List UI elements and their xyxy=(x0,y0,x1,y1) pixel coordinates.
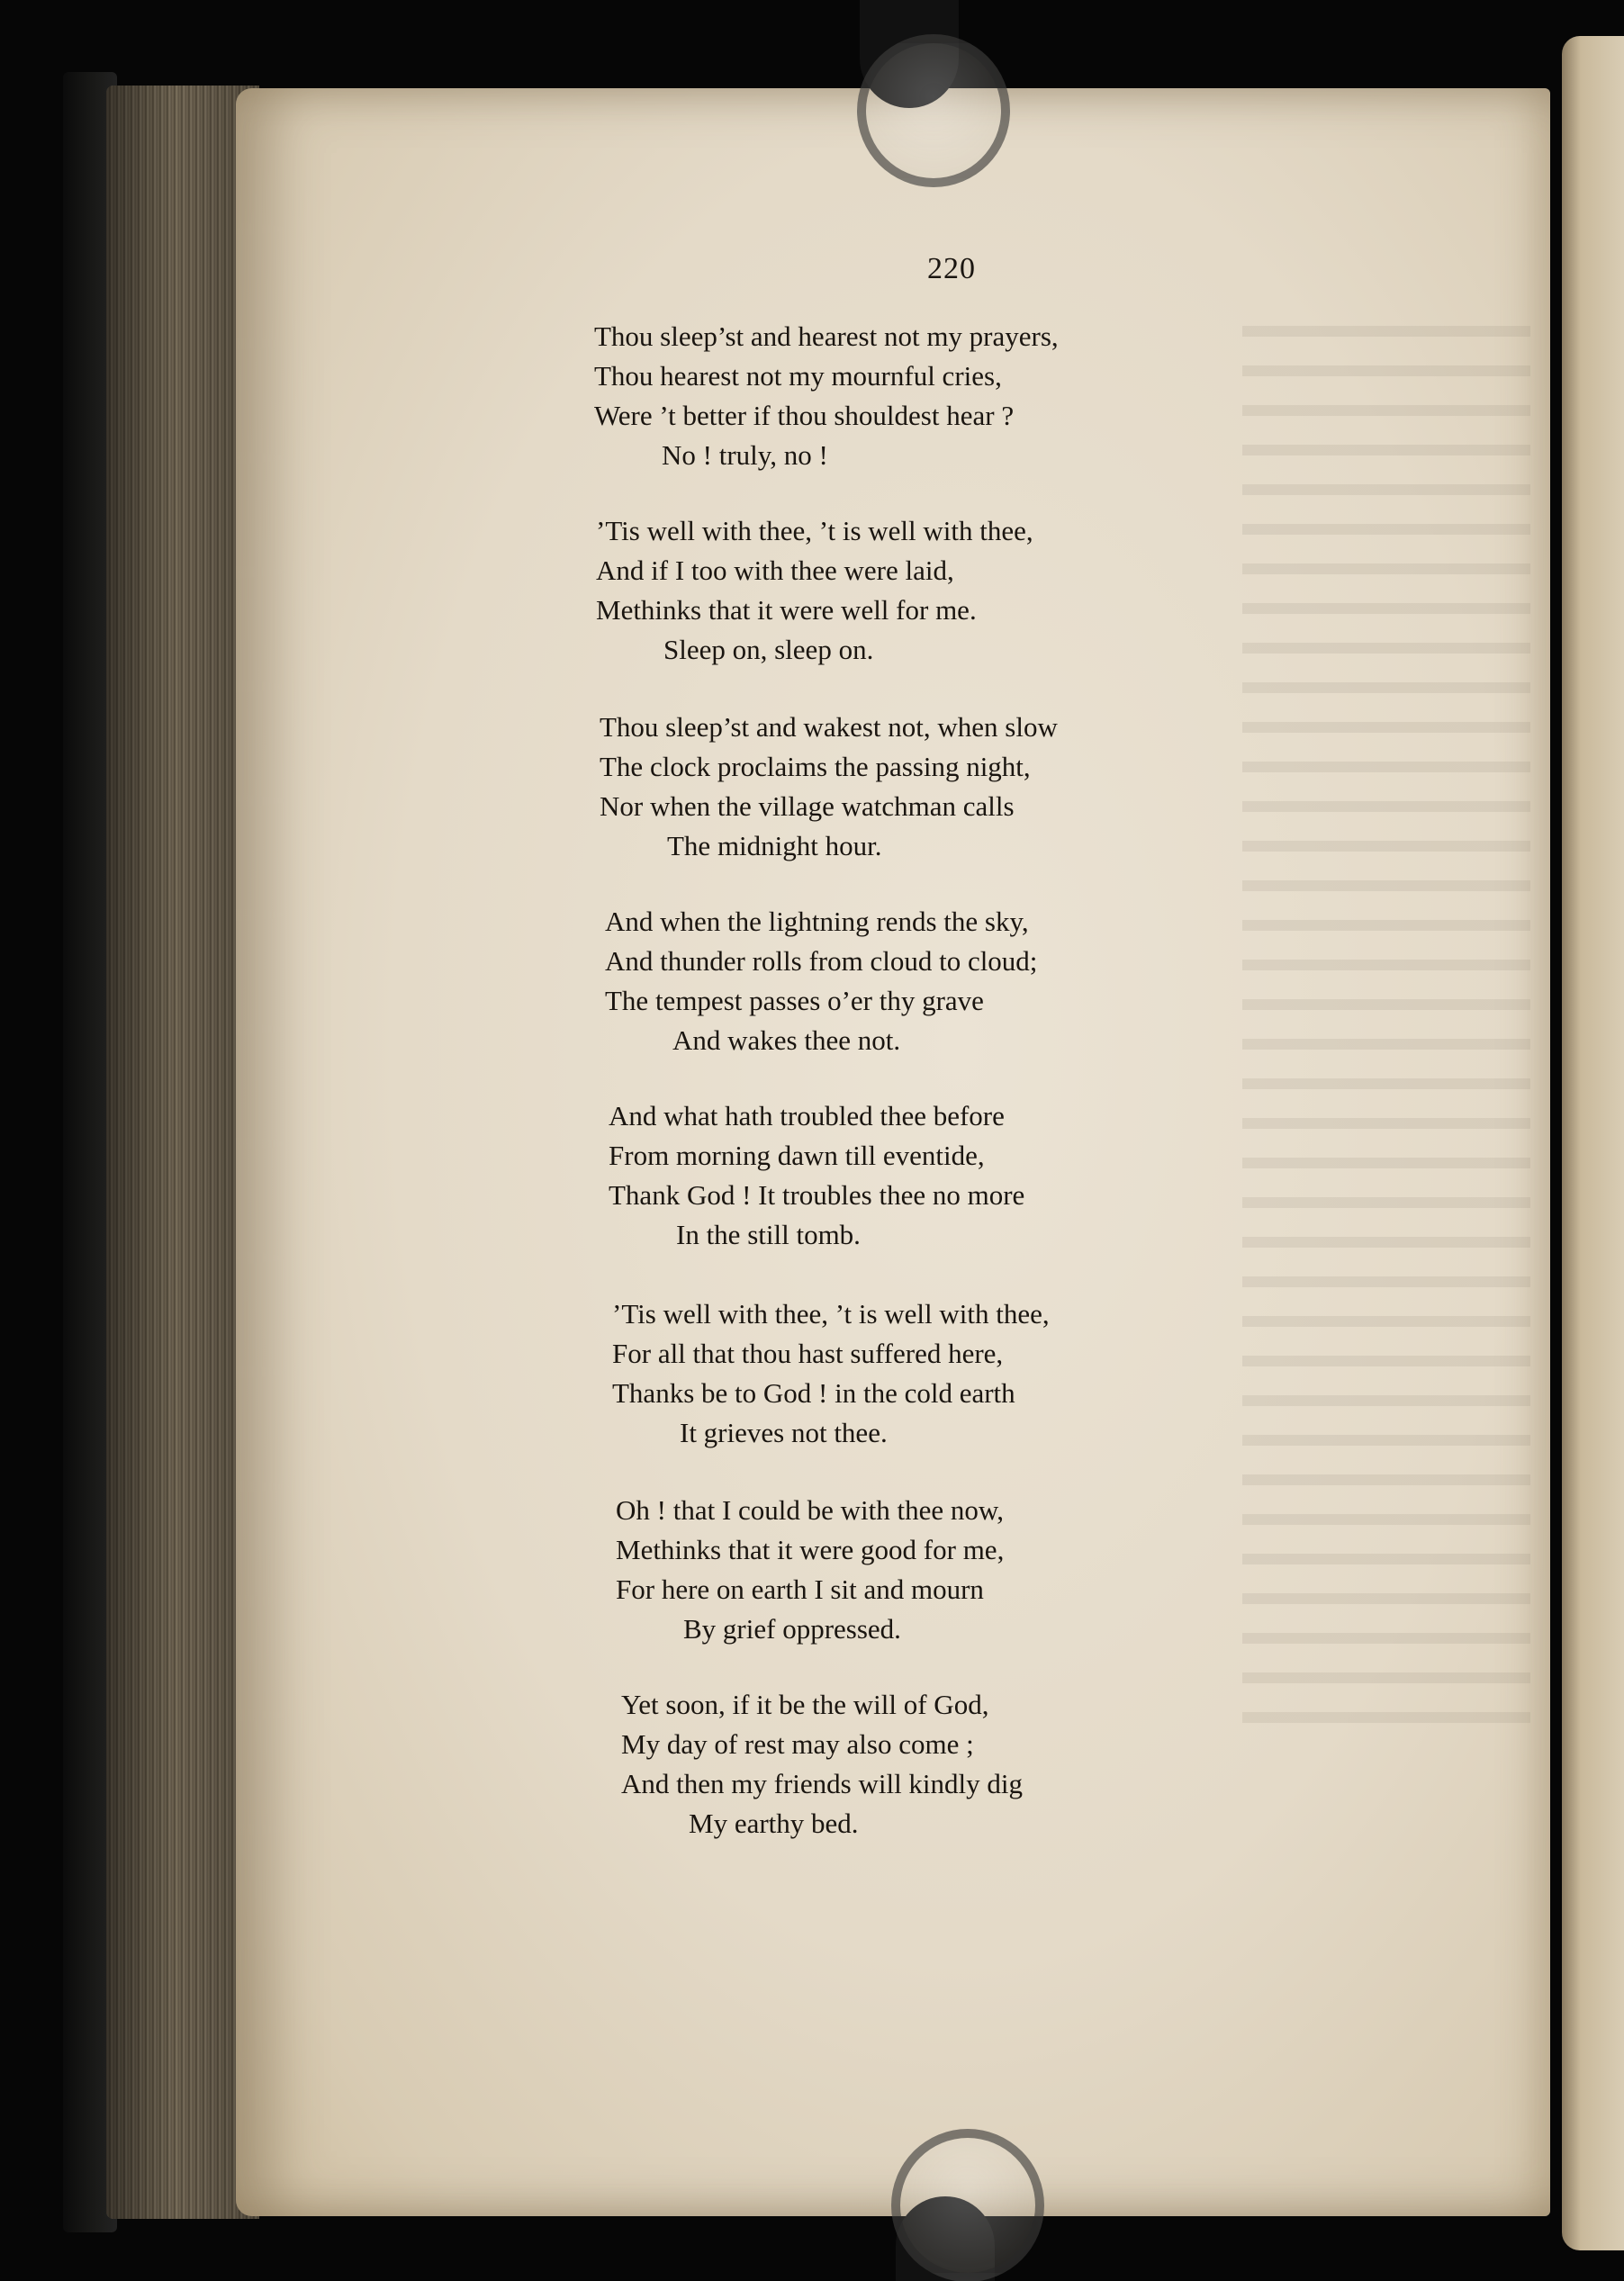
poem-line: Thou hearest not my mournful cries, xyxy=(594,360,1002,392)
poem-line: Thanks be to God ! in the cold earth xyxy=(612,1377,1015,1409)
poem-line: Yet soon, if it be the will of God, xyxy=(621,1689,989,1720)
stanza-7 xyxy=(616,1491,1004,1649)
poem-line: Nor when the village watchman calls xyxy=(600,790,1015,822)
poem-line: Methinks that it were well for me. xyxy=(596,594,977,626)
poem-line: Thou sleep’st and hearest not my prayers, xyxy=(594,320,1059,352)
poem-line-refrain: It grieves not thee. xyxy=(680,1417,888,1448)
poem-line: ’Tis well with thee, ’t is well with thee, xyxy=(612,1298,1050,1330)
poem-line: And when the lightning rends the sky, xyxy=(605,906,1029,937)
stanza-2 xyxy=(596,511,1033,670)
stanza-3 xyxy=(600,708,1058,866)
poem-line: The clock proclaims the passing night, xyxy=(600,751,1031,782)
poem-line: For here on earth I sit and mourn xyxy=(616,1573,984,1605)
stanza-4 xyxy=(605,902,1037,1060)
poem-line: And then my friends will kindly dig xyxy=(621,1768,1024,1799)
poem-line-refrain: By grief oppressed. xyxy=(683,1613,901,1645)
poem-line: And what hath troubled thee before xyxy=(609,1100,1005,1131)
poem-line: My day of rest may also come ; xyxy=(621,1728,974,1760)
poem-line-refrain: My earthy bed. xyxy=(689,1808,859,1839)
stanza-8 xyxy=(621,1685,1023,1844)
poem-line-refrain: The midnight hour. xyxy=(667,830,882,861)
poem-line-refrain: Sleep on, sleep on. xyxy=(663,634,874,665)
poem-line: The tempest passes o’er thy grave xyxy=(605,985,984,1016)
stanza-1 xyxy=(594,317,1059,475)
page-number: 220 xyxy=(927,252,976,285)
poem-line: For all that thou hast suffered here, xyxy=(612,1338,1004,1369)
poem-line: Thou sleep’st and wakest not, when slow xyxy=(600,711,1058,743)
stanza-5 xyxy=(609,1096,1024,1255)
poem-line: Were ’t better if thou shouldest hear ? xyxy=(594,400,1015,431)
poem-line: And thunder rolls from cloud to cloud; xyxy=(605,945,1038,977)
poem-line: Oh ! that I could be with thee now, xyxy=(616,1494,1005,1526)
poem-line-refrain: No ! truly, no ! xyxy=(662,439,828,471)
poem-line: Methinks that it were good for me, xyxy=(616,1534,1005,1565)
stanza-6 xyxy=(612,1294,1050,1453)
poem-line-refrain: In the still tomb. xyxy=(676,1219,861,1250)
poem-line: ’Tis well with thee, ’t is well with thee, xyxy=(596,515,1033,546)
poem-line: Thank God ! It troubles thee no more xyxy=(609,1179,1025,1211)
poem-line: And if I too with thee were laid, xyxy=(596,554,954,586)
poem-line: From morning dawn till eventide, xyxy=(609,1140,985,1171)
poem-line-refrain: And wakes thee not. xyxy=(672,1024,901,1056)
